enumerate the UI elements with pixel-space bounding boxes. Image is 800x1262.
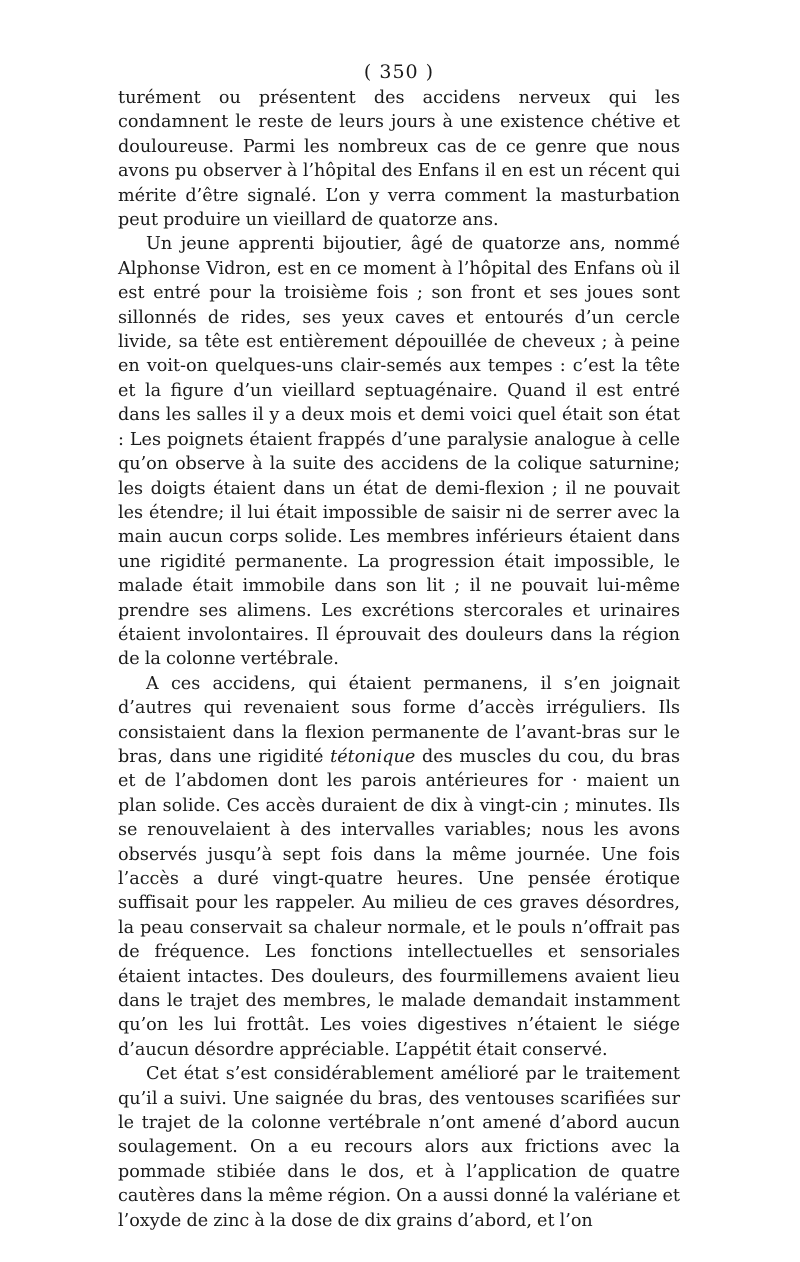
italic-term: tétonique	[330, 746, 416, 767]
page-number: ( 350 )	[363, 61, 435, 83]
paragraph-treatment: Cet état s’est considérablement amélioré par le traitement qu’il a suivi. Une saignée du bras, des ventouses scarifiées sur le trajet de la colonne vertébrale n’ont amené d’abord aucun soulagement. On a eu recours alors aux frictions avec la pommade stibiée dans le dos, et à l’application de quatre cautères dans la même région. On a aussi donné la valériane et l’oxyde de zinc à la dose de dix grains d’abord, et l’on	[118, 1064, 680, 1231]
book-page	[118, 58, 680, 1233]
paragraph-case-description: Un jeune apprenti bijoutier, âgé de quatorze ans, nommé Alphonse Vidron, est en ce moment à l’hôpital des Enfans où il est entré pour la troisième fois ; son front et ses joues sont sillonnés de rides, ses yeux caves et entourés d’un cercle livide, sa tête est entièrement dépouillée de cheveux ; à peine en voit-on quelques-uns clair-semés aux tempes : c’est la tête et la figure d’un vieillard septuagénaire. Quand il est entré dans les salles il y a deux mois et demi voici quel était son état : Les poignets étaient frappés d’une paralysie analogue à celle qu’on observe à la suite des accidens de la colique saturnine; les doigts étaient dans un état de demi-flexion ; il ne pouvait les étendre; il lui était impossible de saisir ni de serrer avec la main aucun corps solide. Les membres inférieurs étaient dans une rigidité permanente. La progression était impossible, le malade était immobile dans son lit ; il ne pouvait lui-même prendre ses alimens. Les excrétions stercorales et urinaires étaient involontaires. Il éprouvait des douleurs dans la région de la colonne vertébrale.	[118, 234, 680, 670]
paragraph-accidents	[118, 672, 680, 1063]
paragraph-accidents-part-2: des muscles du cou, du bras et de l’abdomen dont les parois antérieures for · maient un plan solide. Ces accès duraient de dix à vingt-cin ; minutes. Ils se renouvelaient à des intervalles variables; nous les avons observés jusqu’à sept fois dans la même journée. Une fois l’accès a duré vingt-quatre heures. Une pensée érotique suffisait pour les rappeler. Au milieu de ces graves désordres, la peau conservait sa chaleur normale, et le pouls n’offrait pas de fréquence. Les fonctions intellectuelles et sensoriales étaient intactes. Des douleurs, des fourmillemens avaient lieu dans le trajet des membres, le malade demandait instamment qu’on les lui frottât. Les voies digestives n’étaient le siége d’aucun désordre appréciable. L’appétit était conservé.	[118, 746, 680, 1060]
paragraph-continued: turément ou présentent des accidens nerveux qui les condamnent le reste de leurs jours à une existence chétive et douloureuse. Parmi les nombreux cas de ce genre que nous avons pu observer à l’hôpital des Enfans il en est un récent qui mérite d’être signalé. L’on y verra comment la masturbation peut produire un vieillard de quatorze ans.	[118, 88, 680, 231]
paragraph-accidents-part-1: A ces accidens, qui étaient permanens, il s’en joignait d’autres qui revenaient sous forme d’accès irréguliers. Ils consistaient dans la flexion permanente de l’avant-bras sur le bras, dans une rigidité	[118, 673, 680, 767]
